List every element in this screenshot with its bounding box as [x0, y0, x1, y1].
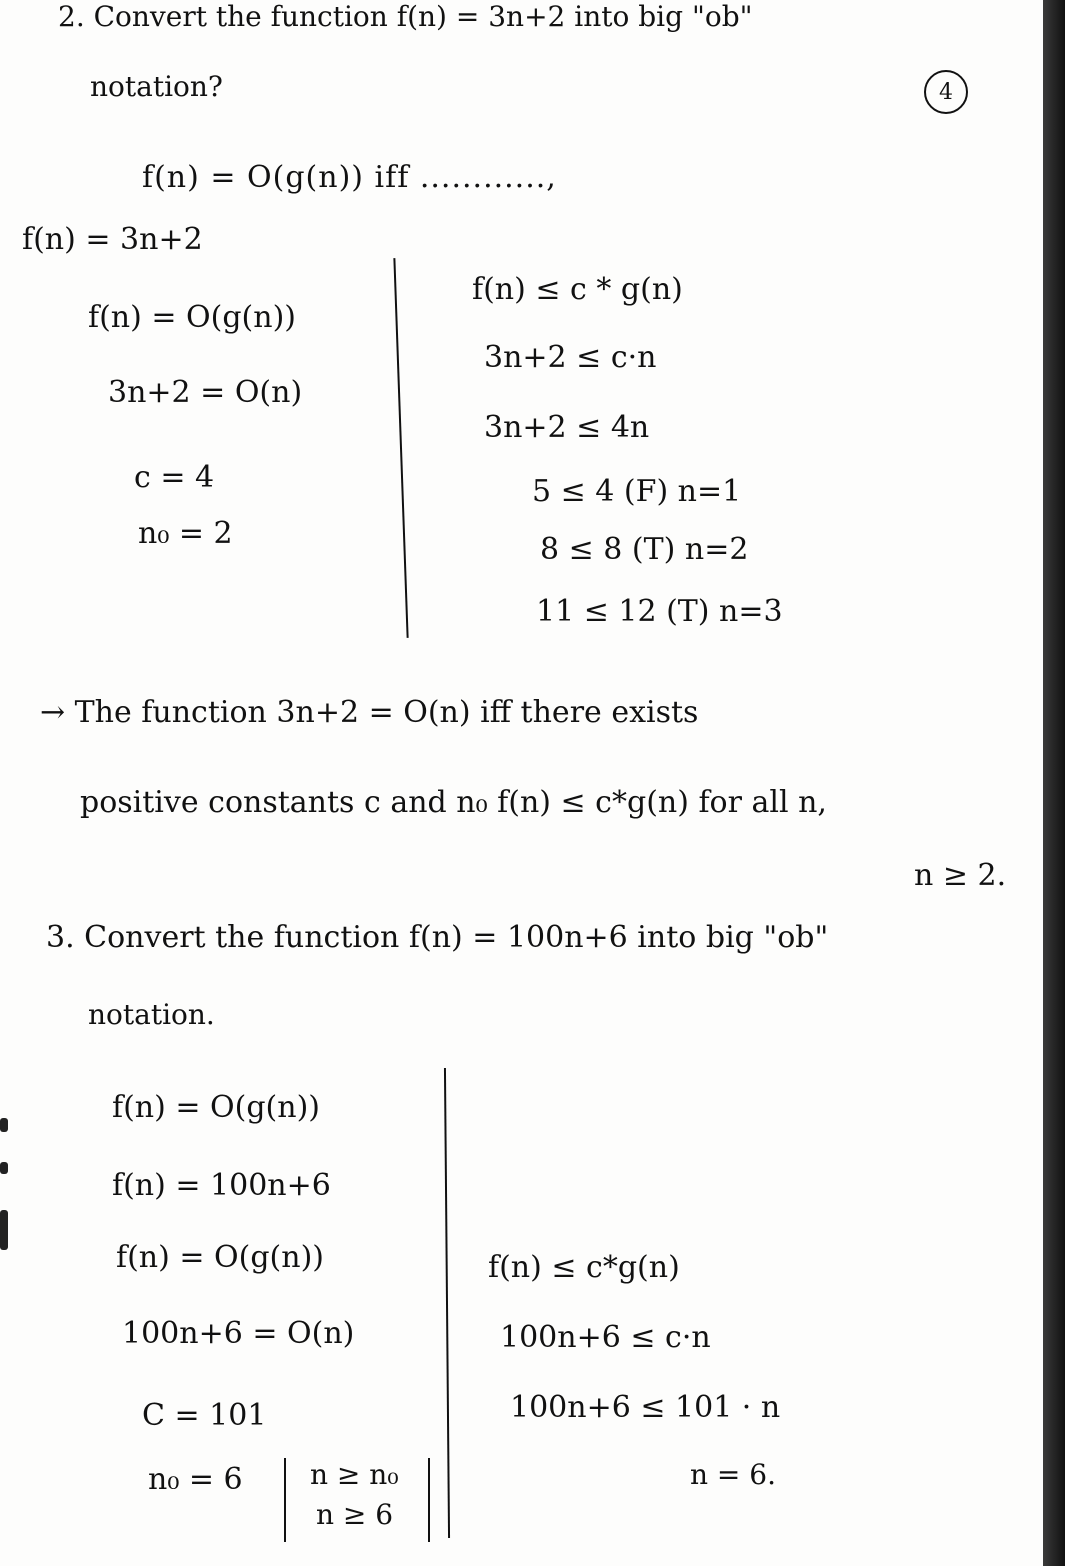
q2-conclusion-line1: → The function 3n+2 = O(n) iff there exists	[40, 695, 699, 730]
q3-left-line1: f(n) = O(g(n))	[112, 1090, 320, 1125]
q2-right-line1: f(n) ≤ c * g(n)	[472, 272, 683, 307]
scan-edge-mark-1	[0, 1118, 8, 1132]
q2-right-line2: 3n+2 ≤ c·n	[484, 340, 657, 375]
scan-edge-mark-3	[0, 1210, 8, 1250]
q2-conclusion-line2: positive constants c and n₀ f(n) ≤ c*g(n) for all n,	[80, 785, 827, 820]
scan-edge-mark-2	[0, 1162, 8, 1174]
q2-title-line1: 2. Convert the function f(n) = 3n+2 into big "ob"	[58, 0, 753, 33]
q2-title-line2: notation?	[90, 70, 223, 103]
q3-left-line4: 100n+6 = O(n)	[122, 1316, 355, 1351]
q2-left-line5: n₀ = 2	[138, 516, 233, 551]
q2-divider	[393, 258, 408, 638]
q3-title-line1: 3. Convert the function f(n) = 100n+6 into big "ob"	[46, 920, 829, 955]
q2-right-line5: 8 ≤ 8 (T) n=2	[540, 532, 749, 567]
q3-left-line5: C = 101	[142, 1398, 267, 1433]
q3-right-line4: n = 6.	[690, 1458, 777, 1491]
q2-right-line3: 3n+2 ≤ 4n	[484, 410, 650, 445]
q2-left-line4: c = 4	[134, 460, 215, 495]
q2-definition: f(n) = O(g(n)) iff ............,	[142, 160, 557, 195]
q3-bracket-bottom: n ≥ 6	[316, 1498, 394, 1531]
mark-circle	[924, 70, 968, 114]
q2-left-line3: 3n+2 = O(n)	[108, 375, 303, 410]
q3-left-line6: n₀ = 6	[148, 1462, 243, 1497]
q3-divider	[444, 1068, 450, 1538]
q3-bracket-top: n ≥ n₀	[310, 1458, 399, 1491]
q3-right-line2: 100n+6 ≤ c·n	[500, 1320, 711, 1355]
q3-left-line2: f(n) = 100n+6	[112, 1168, 331, 1203]
scan-edge-right	[1043, 0, 1065, 1566]
q2-right-line6: 11 ≤ 12 (T) n=3	[536, 594, 783, 629]
q2-left-line1: f(n) = 3n+2	[22, 222, 203, 257]
q2-left-line2: f(n) = O(g(n))	[88, 300, 296, 335]
q3-left-line3: f(n) = O(g(n))	[116, 1240, 324, 1275]
q2-right-line4: 5 ≤ 4 (F) n=1	[532, 474, 742, 509]
q2-conclusion-line3: n ≥ 2.	[914, 858, 1007, 893]
q3-bracket	[284, 1458, 430, 1542]
q3-right-line1: f(n) ≤ c*g(n)	[488, 1250, 680, 1285]
mark-value: 4	[939, 79, 953, 105]
q3-title-line2: notation.	[88, 998, 215, 1031]
q3-right-line3: 100n+6 ≤ 101 · n	[510, 1390, 781, 1425]
